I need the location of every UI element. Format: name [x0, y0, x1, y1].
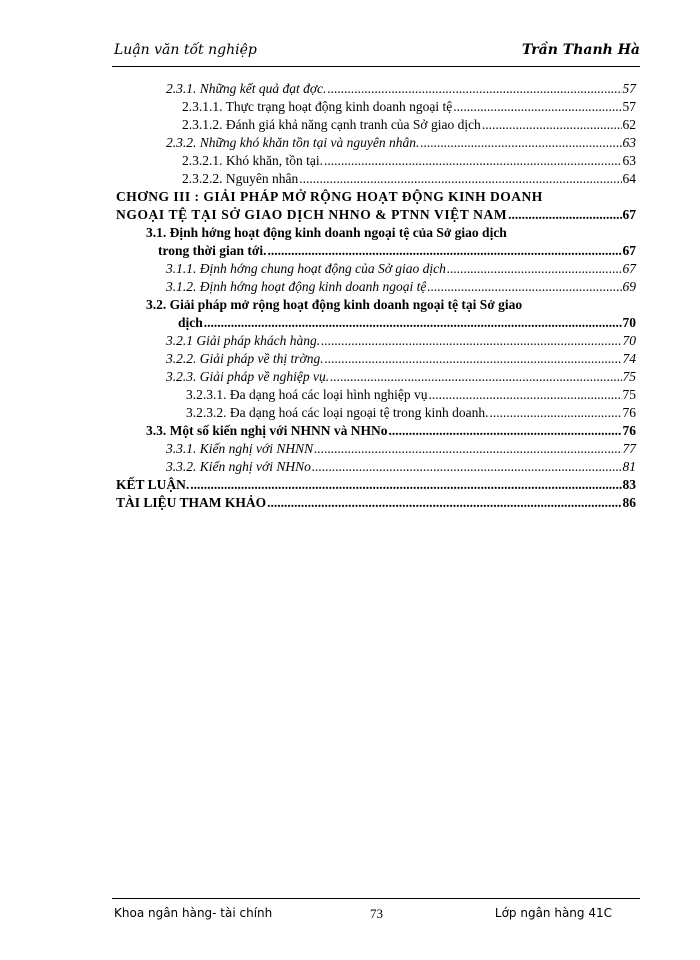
toc-leader	[427, 278, 621, 296]
toc-entry[interactable]	[116, 116, 636, 134]
toc-entry-page: 57	[622, 81, 636, 96]
toc-entry-page: 83	[622, 477, 636, 492]
toc-chapter-entry[interactable]	[116, 188, 636, 224]
toc-entry-page: 63	[622, 153, 636, 168]
toc-entry-text: 2.3.1.2. Đánh giá khả năng cạnh tranh của Sở giao dịch	[182, 117, 481, 132]
toc-entry-text: 3.2.3. Giải pháp về nghiệp vụ.	[166, 369, 330, 384]
toc-leader	[389, 422, 622, 440]
toc-leader	[482, 116, 622, 134]
toc-entry[interactable]	[116, 80, 636, 98]
toc-leader	[508, 206, 621, 224]
footer-left: Khoa ngân hàng- tài chính	[114, 906, 273, 920]
toc-entry-text: KẾT LUẬN.	[116, 477, 190, 492]
toc-leader	[312, 458, 622, 476]
toc-leader	[267, 242, 621, 260]
toc-entry-page: 76	[622, 405, 636, 420]
toc-entry-text-line1: 3.1. Định hớng hoạt động kinh doanh ngoại tệ của Sở giao dịch	[146, 225, 507, 240]
toc-entry-page: 77	[622, 441, 636, 456]
page-footer	[112, 898, 640, 928]
footer-right: Lớp ngân hàng 41C	[494, 906, 612, 920]
toc-entry[interactable]	[116, 476, 636, 494]
toc-entry[interactable]	[116, 134, 636, 152]
toc-entry-text: 3.3. Một số kiến nghị với NHNN và NHNo	[146, 423, 388, 438]
header-left: Luận văn tốt nghiệp	[114, 42, 257, 58]
toc-entry-text: 3.1.2. Định hớng hoạt động kinh doanh ngoại tệ	[166, 279, 427, 294]
toc-leader	[324, 152, 622, 170]
toc-entry[interactable]	[116, 422, 636, 440]
toc-leader	[428, 386, 621, 404]
toc-entry[interactable]	[116, 332, 636, 350]
toc-entry-page: 57	[622, 99, 636, 114]
toc-entry-text: 3.2.3.1. Đa dạng hoá các loại hình nghiệp vụ	[186, 387, 428, 402]
toc-entry-page: 75	[622, 369, 636, 384]
toc-entry-text-line1: 3.2. Giải pháp mở rộng hoạt động kinh doanh ngoại tệ tại Sở giao	[146, 297, 523, 312]
page-header	[112, 38, 640, 68]
toc-entry[interactable]	[116, 278, 636, 296]
toc-entry[interactable]	[116, 386, 636, 404]
toc-entry-text: 2.3.2.2. Nguyên nhân	[182, 171, 299, 186]
toc-entry[interactable]	[116, 170, 636, 188]
toc-leader	[314, 440, 621, 458]
toc-leader	[325, 350, 622, 368]
toc-leader	[330, 368, 621, 386]
toc-entry-page: 75	[622, 387, 636, 402]
toc-entry-page: 76	[622, 423, 636, 438]
footer-rule	[112, 898, 640, 899]
toc-leader	[420, 134, 621, 152]
toc-entry-text: TÀI LIỆU THAM KHẢO	[116, 495, 267, 510]
toc-entry-page: 64	[622, 171, 636, 186]
toc-leader	[490, 404, 622, 422]
toc-entry-text: 3.2.1 Giải pháp khách hàng.	[166, 333, 321, 348]
toc-entry-page: 62	[622, 117, 636, 132]
toc-entry[interactable]	[116, 350, 636, 368]
toc-entry[interactable]	[116, 494, 636, 512]
toc-leader	[267, 494, 621, 512]
toc-entry-text: 2.3.2. Những khó khăn tồn tại và nguyên nhân.	[166, 135, 420, 150]
toc-entry-page: 67	[622, 207, 636, 222]
toc-entry-text: 2.3.1.1. Thực trạng hoạt động kinh doanh ngoại tệ	[182, 99, 453, 114]
toc-entry-page: 67	[622, 243, 636, 258]
toc-entry-page: 81	[622, 459, 636, 474]
toc-entry-text: 3.2.2. Giải pháp về thị trờng.	[166, 351, 324, 366]
toc-entry-page: 70	[622, 333, 636, 348]
toc-entry-text: 3.3.2. Kiến nghị với NHNo	[166, 459, 311, 474]
toc-entry-text-line2: dịch	[178, 315, 203, 330]
toc-leader	[190, 476, 621, 494]
toc-entry[interactable]	[116, 152, 636, 170]
footer-page-number: 73	[370, 906, 383, 921]
toc-entry[interactable]	[116, 404, 636, 422]
header-rule	[112, 66, 640, 67]
toc-leader	[453, 98, 621, 116]
toc-leader	[447, 260, 622, 278]
toc-entry-text-line1: CHƠNG III : GIẢI PHÁP MỞ RỘNG HOẠT ĐỘNG KINH DOANH	[116, 189, 543, 204]
table-of-contents	[116, 80, 636, 512]
toc-entry-page: 69	[622, 279, 636, 294]
header-right: Trần Thanh Hà	[521, 42, 640, 58]
toc-entry-page: 74	[622, 351, 636, 366]
toc-section-entry[interactable]	[116, 224, 636, 260]
toc-entry[interactable]	[116, 260, 636, 278]
toc-entry-page: 67	[622, 261, 636, 276]
toc-entry[interactable]	[116, 440, 636, 458]
toc-section-entry[interactable]	[116, 296, 636, 332]
toc-entry[interactable]	[116, 458, 636, 476]
toc-entry-text: 2.3.1. Những kết quả đạt đợc.	[166, 81, 327, 96]
toc-entry-text-line2: NGOẠI TỆ TẠI SỞ GIAO DỊCH NHNO & PTNN VIỆT NAM	[116, 207, 508, 222]
toc-entry-page: 70	[622, 315, 636, 330]
toc-leader	[327, 80, 621, 98]
toc-entry-text: 3.3.1. Kiến nghị với NHNN	[166, 441, 314, 456]
toc-entry-text: 3.1.1. Định hớng chung hoạt động của Sở giao dịch	[166, 261, 446, 276]
toc-entry-page: 86	[622, 495, 636, 510]
toc-leader	[204, 314, 622, 332]
toc-entry[interactable]	[116, 98, 636, 116]
toc-leader	[299, 170, 621, 188]
toc-leader	[321, 332, 621, 350]
toc-entry-text-line2: trong thời gian tới.	[158, 243, 267, 258]
toc-entry-text: 2.3.2.1. Khó khăn, tồn tại.	[182, 153, 323, 168]
toc-entry-page: 63	[622, 135, 636, 150]
toc-entry[interactable]	[116, 368, 636, 386]
toc-entry-text: 3.2.3.2. Đa dạng hoá các loại ngoại tệ trong kinh doanh.	[186, 405, 489, 420]
